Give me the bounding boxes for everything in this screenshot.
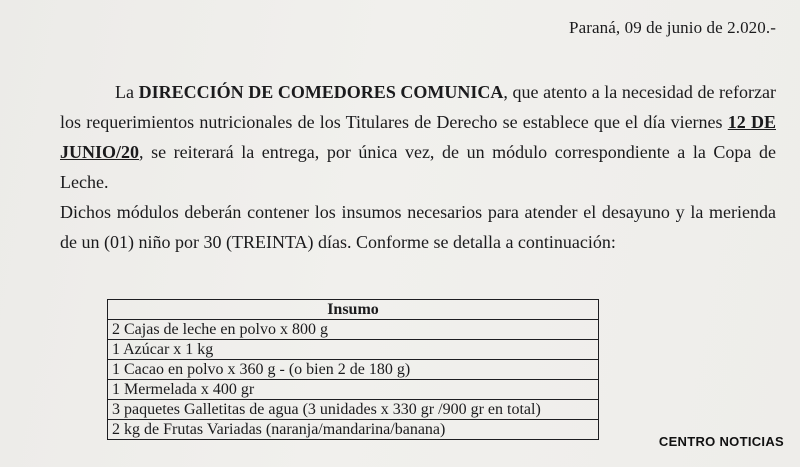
supplies-table (107, 299, 599, 440)
details-paragraph: Dichos módulos deberán contener los insumos necesarios para atender el desayuno y la merienda de un (01) niño por 30 (TREINTA) días. Conforme se detalla a continuación: (60, 202, 776, 252)
table-row (108, 420, 599, 440)
table-cell: 1 Mermelada x 400 gr (108, 380, 599, 400)
table-cell: 2 Cajas de leche en polvo x 800 g (108, 320, 599, 340)
body-text (60, 77, 776, 257)
paragraph-text-end: , se reiterará la entrega, por única vez, de un módulo correspondiente a la Copa de Leche. (60, 142, 776, 192)
table-header-row (108, 300, 599, 320)
table-row (108, 320, 599, 340)
table-row (108, 400, 599, 420)
supplies-table-container (107, 299, 599, 440)
table-cell: 3 paquetes Galletitas de agua (3 unidades x 330 gr /900 gr en total) (108, 400, 599, 420)
table-row (108, 380, 599, 400)
table-cell: 1 Azúcar x 1 kg (108, 340, 599, 360)
announcement-paragraph (60, 77, 776, 197)
date-line: Paraná, 09 de junio de 2.020.- (569, 18, 776, 37)
table-cell: 1 Cacao en polvo x 360 g - (o bien 2 de 180 g) (108, 360, 599, 380)
issuer-name: DIRECCIÓN DE COMEDORES COMUNICA (138, 82, 504, 102)
table-cell: 2 kg de Frutas Variadas (naranja/mandarina/banana) (108, 420, 599, 440)
delivery-date: 12 DE JUNIO/20 (60, 112, 776, 162)
table-row (108, 360, 599, 380)
table-row (108, 340, 599, 360)
paragraph-text-middle: , que atento a la necesidad de reforzar los requerimientos nutricionales de los Titulares de Derecho se establece que el día viernes (60, 82, 776, 132)
watermark-label: CENTRO NOTICIAS (658, 434, 784, 449)
column-header-insumo: Insumo (108, 300, 599, 320)
paragraph-text-start: La (115, 82, 139, 102)
